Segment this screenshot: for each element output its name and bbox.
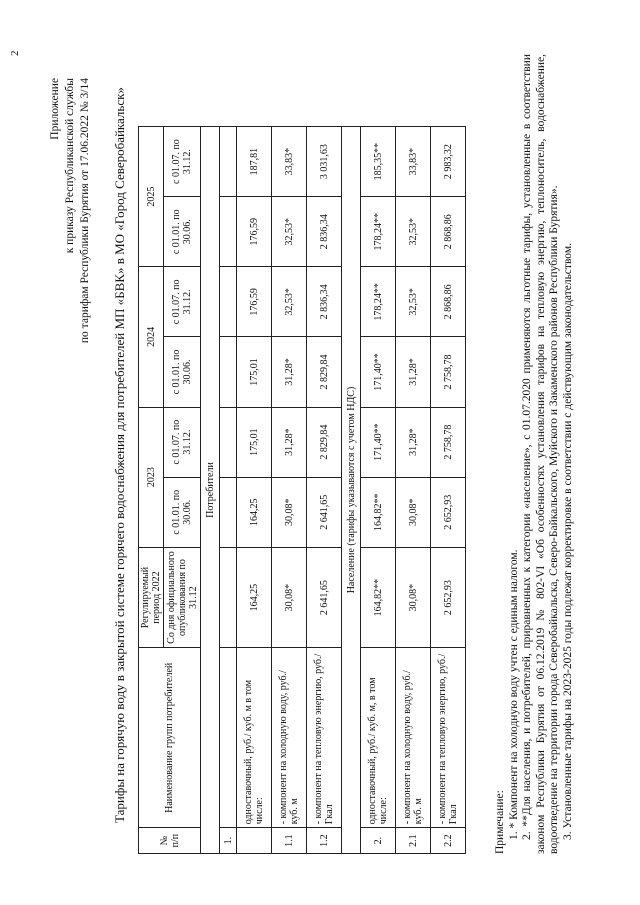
cell-value: 164,82**: [361, 547, 396, 648]
cell-value: 175,01: [237, 337, 272, 407]
table-row: [220, 127, 237, 854]
table-row: [361, 127, 396, 854]
cell-value: 32,53*: [396, 267, 431, 337]
cell-value: 171,40**: [361, 407, 396, 477]
row-num: 1.: [220, 828, 237, 854]
header-line-3: по тарифам Республики Бурятия от 17.06.2022 № 3/14: [79, 78, 91, 344]
row-num: 1.2: [307, 828, 342, 854]
cell-value: [220, 267, 237, 337]
page-number: 2: [9, 50, 21, 56]
cell-value: [220, 197, 237, 267]
section-row-consumers: [201, 127, 220, 854]
row-num: 2.1: [396, 828, 431, 854]
cell-value: 31,28*: [272, 337, 307, 407]
col-2024-h2-header: с 01.07. по 31.12.: [164, 267, 201, 337]
cell-value: 164,25: [237, 477, 272, 547]
cell-value: 2 868,86: [431, 267, 466, 337]
header-line-2: к приказу Республиканской службы: [64, 78, 76, 254]
cell-value: 187,81: [237, 127, 272, 197]
cell-value: 32,53*: [396, 197, 431, 267]
note-2: 2. **Для населения, и потребителей, приравненных к категории «население», с 01.07.2020 применяются льготные тарифы, установленные в соответствии законом Республики Бурятия от 06.12.2019 № 802-VI «Об особенностях установления тарифов на тепловую энергию, теплоноситель, водоснабжение, водоотведение на территории города Северобайкальска, Северо-Байкальского, Муйского и Закаменского районов Республики Бурятия».: [521, 54, 560, 854]
cell-value: 176,59: [237, 197, 272, 267]
cell-value: 32,53*: [272, 267, 307, 337]
col-reg-period-header: Регулируемый период 2022: [139, 547, 164, 648]
cell-value: 30,08*: [272, 547, 307, 648]
cell-value: 2 652,93: [431, 547, 466, 648]
cell-value: 31,28*: [396, 407, 431, 477]
cell-value: 2 829,84: [307, 337, 342, 407]
cell-value: 175,01: [237, 407, 272, 477]
cell-value: 31,28*: [396, 337, 431, 407]
cell-value: 176,59: [237, 267, 272, 337]
col-2025-h2-header: с 01.07. по 31.12.: [164, 127, 201, 197]
cell-value: [220, 407, 237, 477]
row-num: 2.2: [431, 828, 466, 854]
cell-value: [220, 127, 237, 197]
table-row: [272, 127, 307, 854]
col-2025-h1-header: с 01.01. по 30.06.: [164, 197, 201, 267]
col-2025-header: 2025: [139, 127, 164, 267]
notes-section: [494, 54, 575, 854]
row-num: 1.1: [272, 828, 307, 854]
table-header-row: [139, 127, 164, 854]
cell-value: 32,53*: [272, 197, 307, 267]
row-name: [220, 648, 237, 828]
col-reg-sub-header: Со дня официального опубликования по 31.12: [164, 547, 201, 648]
cell-value: [220, 547, 237, 648]
cell-value: 164,25: [237, 547, 272, 648]
cell-value: 33,83*: [396, 127, 431, 197]
row-name: - компонент на тепловую энергию, руб./Гкал: [431, 648, 466, 828]
cell-value: 2 641,65: [307, 547, 342, 648]
cell-value: 2 836,34: [307, 197, 342, 267]
cell-value: 2 758,78: [431, 337, 466, 407]
cell-value: 2 641,65: [307, 477, 342, 547]
col-2023-h1-header: с 01.01. по 30.06.: [164, 477, 201, 547]
table-row: [307, 127, 342, 854]
cell-value: 31,28*: [272, 407, 307, 477]
cell-value: 178,24**: [361, 267, 396, 337]
rotated-sheet: [8, 20, 598, 890]
cell-value: 2 868,86: [431, 197, 466, 267]
cell-value: 164,82**: [361, 477, 396, 547]
cell-value: 2 829,84: [307, 407, 342, 477]
col-2024-header: 2024: [139, 267, 164, 407]
cell-value: 30,08*: [272, 477, 307, 547]
col-num-header: № п/п: [139, 828, 201, 854]
col-2023-header: 2023: [139, 407, 164, 547]
note-3: 3. Установленные тарифы на 2023-2025 годы подлежат корректировке в соответствии с действующим законодательством.: [561, 243, 574, 840]
row-name: одноставочный, руб./ куб. м в том числе:: [237, 648, 272, 828]
cell-value: 2 836,34: [307, 267, 342, 337]
section-population: Население (тарифы указываются с учетом НДС): [342, 127, 361, 854]
section-consumers: Потребители: [201, 127, 220, 854]
note-1: 1. * Компонент на холодную воду учтен с единым налогом.: [507, 549, 520, 840]
cell-value: 33,83*: [272, 127, 307, 197]
header-line-1: Приложение: [49, 78, 61, 140]
col-2024-h1-header: с 01.01. по 30.06.: [164, 337, 201, 407]
row-num: [237, 828, 272, 854]
document-title: Тарифы на горячую воду в закрытой системе горячего водоснабжения для потребителей МП «БВК» в МО «Город Северобайкальск»: [112, 87, 127, 823]
notes-heading: Примечание:: [494, 790, 506, 854]
cell-value: 2 652,93: [431, 477, 466, 547]
cell-value: 185,35**: [361, 127, 396, 197]
col-name-header: Наименование групп потребителей: [139, 648, 201, 828]
cell-value: 3 031,63: [307, 127, 342, 197]
cell-value: 2 758,78: [431, 407, 466, 477]
section-row-population: [342, 127, 361, 854]
cell-value: 2 983,32: [431, 127, 466, 197]
table-row: [396, 127, 431, 854]
cell-value: 178,24**: [361, 197, 396, 267]
row-name: одноставочный, руб./ куб. м, в том числе:: [361, 648, 396, 828]
row-name: - компонент на холодную воду, руб./ куб. м: [396, 648, 431, 828]
cell-value: [220, 337, 237, 407]
cell-value: 30,08*: [396, 547, 431, 648]
table-row: [431, 127, 466, 854]
row-num: 2.: [361, 828, 396, 854]
row-name: - компонент на тепловую энергию, руб./Гкал: [307, 648, 342, 828]
cell-value: 30,08*: [396, 477, 431, 547]
table-row: [237, 127, 272, 854]
tariff-table: [138, 126, 466, 854]
cell-value: [220, 477, 237, 547]
cell-value: 171,40**: [361, 337, 396, 407]
appendix-header: [48, 78, 93, 343]
col-2023-h2-header: с 01.07. по 31.12.: [164, 407, 201, 477]
row-name: - компонент на холодную воду, руб./ куб. м: [272, 648, 307, 828]
